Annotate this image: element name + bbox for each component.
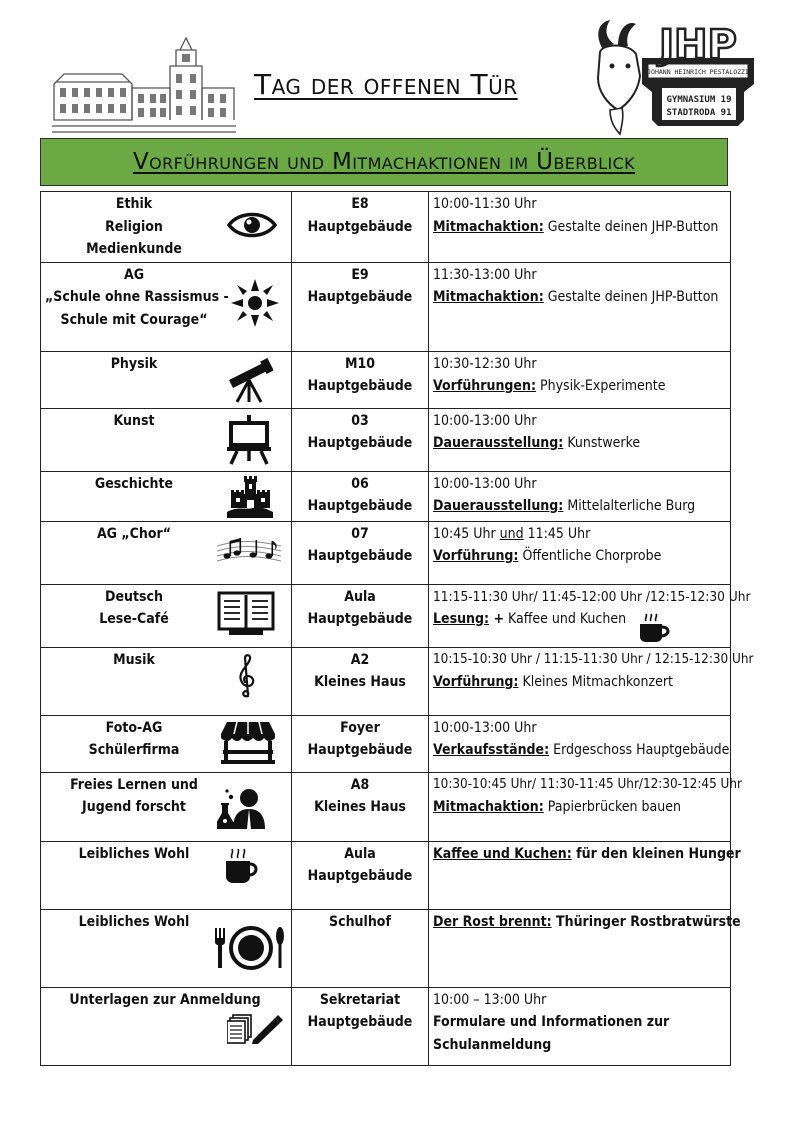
building-name: Kleines Haus bbox=[314, 674, 406, 690]
plus-sign: + bbox=[489, 611, 504, 627]
activity-label: Kaffee und Kuchen: bbox=[433, 845, 572, 862]
time-range: 10:00-13:00 Uhr bbox=[433, 475, 537, 492]
subject-line: Leibliches Wohl bbox=[78, 845, 190, 862]
room-number: 07 bbox=[351, 525, 369, 542]
subject-cell bbox=[41, 262, 292, 351]
banner-text: Vorführungen und Mitmachaktionen im Überblick bbox=[132, 149, 636, 175]
time-range: 10:00-13:00 Uhr bbox=[433, 412, 537, 429]
room-cell bbox=[292, 521, 429, 584]
hands-icon bbox=[229, 277, 281, 329]
table-row bbox=[41, 647, 731, 715]
documents-pen-icon bbox=[227, 1014, 283, 1044]
market-stall-icon bbox=[221, 722, 275, 764]
activity-label: Dauerausstellung: bbox=[433, 498, 564, 514]
building-name: Hauptgebäude bbox=[307, 498, 413, 514]
activity-label: Vorführungen: bbox=[433, 378, 536, 394]
activity-label: Mitmachaktion: bbox=[433, 218, 544, 235]
subject-line: Schule mit Courage“ bbox=[60, 311, 208, 328]
info-cell bbox=[429, 772, 742, 841]
subject-line: Schülerfirma bbox=[88, 742, 180, 758]
time-part: 10:45 Uhr bbox=[433, 525, 500, 542]
scientist-icon bbox=[217, 787, 269, 829]
room-cell bbox=[292, 262, 429, 351]
subject-line: Musik bbox=[113, 651, 155, 668]
info-cell bbox=[429, 647, 754, 715]
table-row bbox=[41, 584, 731, 647]
info-cell bbox=[429, 521, 731, 584]
subject-line: Religion bbox=[105, 218, 163, 235]
room-cell bbox=[292, 841, 429, 909]
room-cell bbox=[292, 909, 429, 987]
table-row bbox=[41, 772, 731, 841]
plate-cutlery-icon bbox=[213, 924, 289, 970]
table-row bbox=[41, 715, 731, 772]
activity-label: Der Rost brennt: bbox=[433, 913, 552, 930]
easel-icon bbox=[227, 415, 271, 465]
subject-line: Deutsch bbox=[105, 588, 163, 605]
time-range: 11:15-11:30 Uhr/ 11:45-12:00 Uhr /12:15-12:30 Uhr bbox=[433, 588, 751, 605]
school-building-logo bbox=[52, 36, 237, 136]
room-cell bbox=[292, 351, 429, 408]
overview-banner bbox=[40, 138, 728, 186]
subject-line: „Schule ohne Rassismus - bbox=[45, 289, 229, 305]
room-cell bbox=[292, 192, 429, 263]
jhp-logo-line3: GYMNASIUM 19 bbox=[666, 95, 732, 105]
activity-description: Gestalte deinen JHP-Button bbox=[543, 289, 719, 305]
building-name: Hauptgebäude bbox=[307, 218, 413, 235]
room-cell bbox=[292, 408, 429, 471]
subject-cell bbox=[41, 841, 292, 909]
activity-label: Verkaufsstände: bbox=[433, 742, 550, 758]
activity-description: Physik-Experimente bbox=[535, 378, 666, 394]
room-number: 06 bbox=[351, 475, 369, 492]
activity-description: Thüringer Rostbratwürste bbox=[551, 913, 741, 930]
info-cell bbox=[429, 471, 731, 521]
jhp-goat-logo bbox=[588, 18, 758, 136]
activity-label: Lesung: bbox=[433, 611, 490, 627]
activity-label: Dauerausstellung: bbox=[433, 435, 564, 451]
building-name: Hauptgebäude bbox=[307, 435, 413, 451]
activity-label: Vorführung: bbox=[433, 674, 519, 690]
time-part: 11:45 Uhr bbox=[523, 525, 591, 542]
room-cell bbox=[292, 471, 429, 521]
activity-label: Vorführung: bbox=[433, 548, 519, 564]
building-name: Hauptgebäude bbox=[307, 742, 413, 758]
subject-line: Unterlagen zur Anmeldung bbox=[69, 991, 261, 1008]
subject-cell bbox=[41, 351, 292, 408]
activity-description: Kunstwerke bbox=[563, 435, 641, 451]
time-range: 10:00-13:00 Uhr bbox=[433, 719, 537, 736]
schedule-table bbox=[40, 191, 754, 1066]
coffee-cup-icon bbox=[637, 613, 671, 643]
time-range: 10:00 – 13:00 Uhr bbox=[433, 991, 547, 1008]
coffee-cup-icon bbox=[223, 848, 259, 884]
info-cell bbox=[429, 262, 731, 351]
time-range: 10:30-12:30 Uhr bbox=[433, 355, 537, 372]
subject-line: AG bbox=[123, 266, 145, 283]
page-title: Tag der offenen Tür bbox=[254, 68, 518, 101]
subject-line: Ethik bbox=[115, 196, 153, 212]
subject-line: Physik bbox=[110, 355, 158, 372]
table-row bbox=[41, 408, 731, 471]
room-number: E8 bbox=[351, 196, 369, 212]
table-row bbox=[41, 841, 731, 909]
table-row bbox=[41, 192, 731, 263]
subject-line: Kunst bbox=[113, 412, 155, 429]
info-cell bbox=[429, 841, 741, 909]
room-number: E9 bbox=[351, 266, 369, 283]
room-cell bbox=[292, 647, 429, 715]
subject-line: Jugend forscht bbox=[82, 799, 186, 815]
room-number: M10 bbox=[344, 355, 376, 372]
building-name: Hauptgebäude bbox=[307, 868, 413, 884]
eye-icon bbox=[227, 208, 277, 242]
telescope-icon bbox=[225, 358, 273, 404]
subject-line: Geschichte bbox=[94, 475, 174, 492]
subject-line: Lese-Café bbox=[99, 611, 169, 627]
info-line: Schulanmeldung bbox=[433, 1036, 552, 1053]
table-row bbox=[41, 262, 731, 351]
table-row bbox=[41, 351, 731, 408]
room-number: Schulhof bbox=[329, 913, 391, 930]
subject-cell bbox=[41, 521, 292, 584]
building-name: Hauptgebäude bbox=[307, 378, 413, 394]
subject-cell bbox=[41, 584, 292, 647]
room-number: 03 bbox=[351, 412, 369, 429]
subject-cell bbox=[41, 192, 292, 263]
subject-cell bbox=[41, 471, 292, 521]
subject-cell bbox=[41, 772, 292, 841]
table-row bbox=[41, 471, 731, 521]
building-name: Hauptgebäude bbox=[307, 1014, 413, 1030]
time-range: 10:00-11:30 Uhr bbox=[433, 196, 537, 212]
info-cell bbox=[429, 987, 731, 1065]
activity-label: Mitmachaktion: bbox=[433, 799, 544, 815]
info-cell bbox=[429, 584, 751, 647]
activity-label: Mitmachaktion: bbox=[433, 289, 544, 305]
subject-cell bbox=[41, 715, 292, 772]
subject-line: Medienkunde bbox=[86, 241, 182, 257]
building-name: Hauptgebäude bbox=[307, 611, 413, 627]
activity-description: für den kleinen Hunger bbox=[571, 845, 741, 862]
activity-description: Papierbrücken bauen bbox=[543, 799, 681, 815]
room-cell bbox=[292, 772, 429, 841]
room-number: A2 bbox=[350, 651, 370, 668]
activity-description: Kleines Mitmachkonzert bbox=[518, 674, 673, 690]
subject-cell bbox=[41, 647, 292, 715]
info-cell bbox=[429, 408, 731, 471]
building-name: Hauptgebäude bbox=[307, 289, 413, 305]
room-cell bbox=[292, 715, 429, 772]
subject-line: Freies Lernen und bbox=[70, 776, 198, 793]
page-header bbox=[40, 18, 756, 138]
subject-cell bbox=[41, 408, 292, 471]
table-row bbox=[41, 987, 731, 1065]
building-name: Hauptgebäude bbox=[307, 548, 413, 564]
castle-icon bbox=[227, 476, 273, 518]
activity-description: Kaffee und Kuchen bbox=[504, 611, 627, 627]
time-range: 11:30-13:00 Uhr bbox=[433, 266, 537, 283]
time-range: 10:30-10:45 Uhr/ 11:30-11:45 Uhr/12:30-12:45 Uhr bbox=[433, 776, 742, 792]
subject-line: Leibliches Wohl bbox=[78, 913, 190, 930]
jhp-logo-subtitle: JOHANN HEINRICH PESTALOZZI bbox=[647, 68, 749, 76]
room-cell bbox=[292, 584, 429, 647]
jhp-logo-letters: JHP bbox=[659, 22, 737, 68]
subject-line: AG „Chor“ bbox=[96, 525, 172, 542]
info-line: Formulare und Informationen zur bbox=[433, 1014, 670, 1030]
building-name: Kleines Haus bbox=[314, 799, 406, 815]
book-icon bbox=[217, 591, 275, 637]
subject-line: Foto-AG bbox=[105, 719, 163, 736]
activity-description: Erdgeschoss Hauptgebäude bbox=[549, 742, 730, 758]
jhp-logo-line4: STADTRODA 91 bbox=[666, 108, 732, 118]
room-number: Aula bbox=[344, 845, 376, 862]
room-number: A8 bbox=[350, 776, 370, 793]
room-number: Foyer bbox=[340, 719, 380, 736]
info-cell bbox=[429, 192, 731, 263]
time-part-and: und bbox=[499, 525, 524, 542]
time-range: 10:15-10:30 Uhr / 11:15-11:30 Uhr / 12:15-12:30 Uhr bbox=[433, 651, 754, 667]
subject-cell bbox=[41, 909, 292, 987]
activity-description: Mittelalterliche Burg bbox=[563, 498, 696, 514]
info-cell bbox=[429, 351, 731, 408]
room-number: Sekretariat bbox=[319, 991, 401, 1008]
activity-description: Öffentliche Chorprobe bbox=[518, 548, 662, 564]
room-number: Aula bbox=[344, 588, 376, 605]
activity-description: Gestalte deinen JHP-Button bbox=[543, 218, 719, 235]
info-cell bbox=[429, 909, 741, 987]
info-cell bbox=[429, 715, 731, 772]
treble-clef-icon bbox=[237, 654, 257, 698]
room-cell bbox=[292, 987, 429, 1065]
table-row bbox=[41, 909, 731, 987]
table-row bbox=[41, 521, 731, 584]
music-notes-icon bbox=[217, 536, 281, 566]
subject-cell bbox=[41, 987, 292, 1065]
